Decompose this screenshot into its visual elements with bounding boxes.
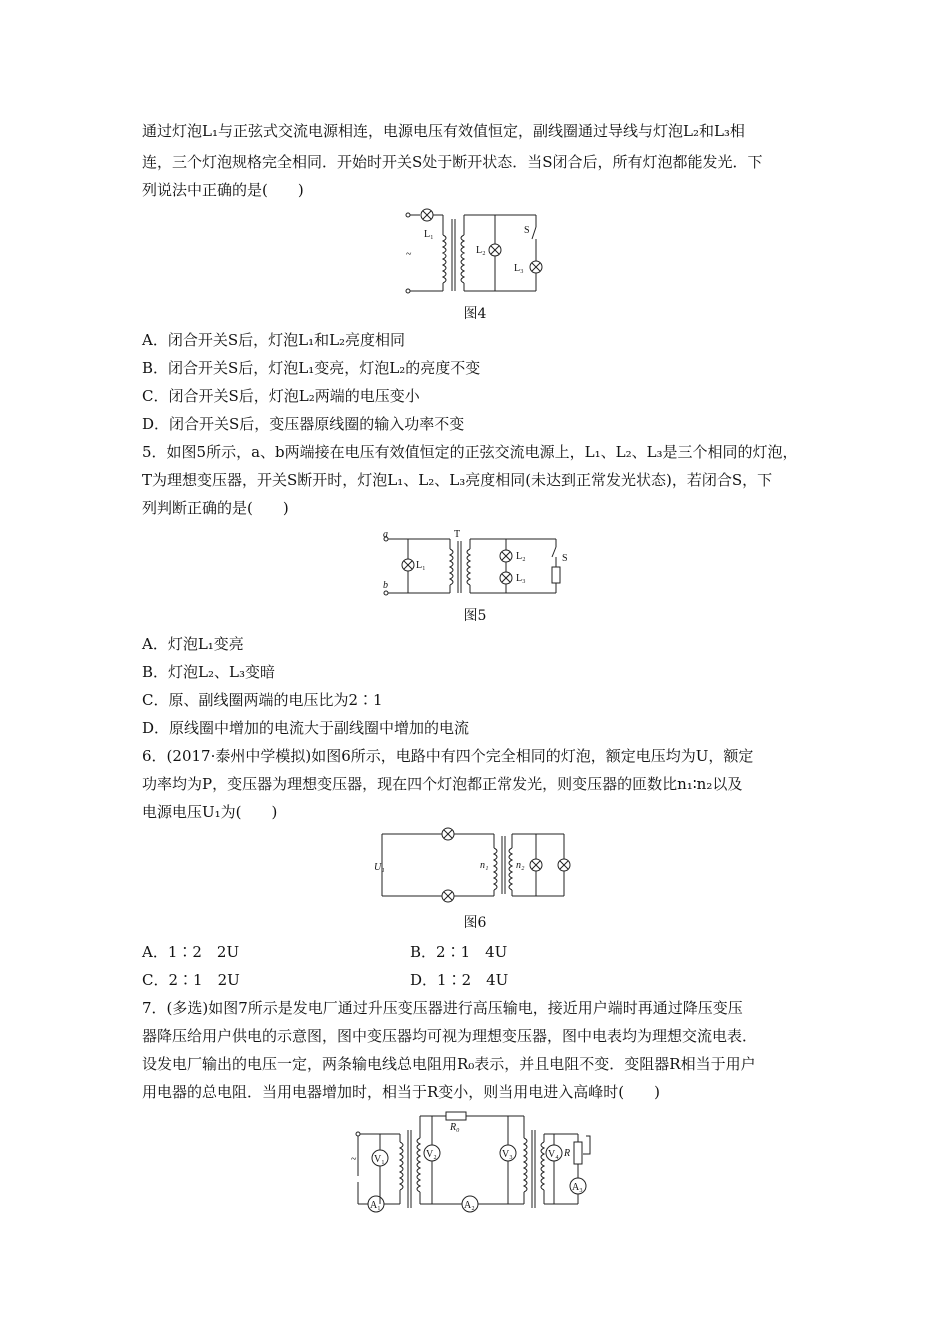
q6-option-c: C．2∶1 2U [142, 971, 240, 989]
q4-option-b: B．闭合开关S后，灯泡L₁变亮，灯泡L₂的亮度不变 [142, 359, 481, 377]
label-n1: n₁ [480, 860, 489, 871]
label-s: S [524, 225, 530, 236]
label-t: T [454, 529, 461, 540]
q4-stem-line3: 列说法中正确的是( ) [142, 181, 304, 199]
q7-stem-line4: 用电器的总电阻．当用电器增加时，相当于R变小，则当用电进入高峰时( ) [142, 1083, 661, 1101]
label-l1: L₁ [416, 560, 426, 571]
label-l2: L₂ [476, 245, 486, 256]
q5-option-a: A．灯泡L₁变亮 [142, 635, 244, 653]
secondary-coil-icon [509, 848, 512, 890]
q4-option-d: D．闭合开关S后，变压器原线圈的输入功率不变 [142, 415, 465, 433]
figure-4-caption: 图4 [463, 306, 487, 322]
q5-stem-line1: 5．如图5所示，a、b两端接在电压有效值恒定的正弦交流电源上，L₁、L₂、L₃是三个相同的灯泡， [142, 443, 798, 461]
q4-stem-line2: 连，三个灯泡规格完全相同．开始时开关S处于断开状态．当S闭合后，所有灯泡都能发光．下 [142, 153, 763, 171]
q6-stem-line2: 功率均为P，变压器为理想变压器，现在四个灯泡都正常发光，则变压器的匝数比n₁∶n₂以及 [142, 775, 743, 793]
figure-5-caption: 图5 [463, 608, 487, 624]
q7-stem-line1: 7．(多选)如图7所示是发电厂通过升压变压器进行高压输电，接近用户端时再通过降压变压 [142, 999, 743, 1017]
q7-stem-line2: 器降压给用户供电的示意图，图中变压器均可视为理想变压器，图中电表均为理想交流电表． [142, 1027, 758, 1045]
label-r: R [564, 1148, 571, 1159]
label-l3: L₃ [516, 573, 526, 584]
switch-s-icon [552, 547, 556, 557]
label-s: S [562, 553, 568, 564]
label-l2: L₂ [516, 551, 526, 562]
figure-4-circuit [400, 205, 550, 300]
terminal-top [356, 1132, 360, 1136]
secondary-coil-icon [467, 549, 470, 585]
q5-stem-line3: 列判断正确的是( ) [142, 499, 289, 517]
q6-option-d: D．1∶2 4U [410, 971, 509, 989]
step-down-secondary-coil-icon [541, 1142, 544, 1190]
figure-7-circuit [350, 1108, 610, 1218]
q7-stem-line3: 设发电厂输出的电压一定，两条输电线总电阻用R₀表示，并且电阻不变．变阻器R相当于用户 [142, 1055, 756, 1073]
label-a3: A₃ [572, 1182, 583, 1193]
terminal-b [384, 591, 388, 595]
q5-option-b: B．灯泡L₂、L₃变暗 [142, 663, 275, 681]
resistor-icon [552, 567, 560, 583]
q6-option-b: B．2∶1 4U [410, 943, 508, 961]
label-v2: V₂ [426, 1149, 437, 1160]
q5-stem-line2: T为理想变压器，开关S断开时，灯泡L₁、L₂、L₃亮度相同(未达到正常发光状态)，若闭合S，下 [142, 471, 773, 489]
q6-stem-line1: 6．(2017·泰州中学模拟)如图6所示，电路中有四个完全相同的灯泡，额定电压均为U，额定 [142, 747, 754, 765]
label-v1: V₁ [374, 1154, 385, 1165]
label-r0: R₀ [450, 1122, 460, 1133]
terminal-top [406, 213, 410, 217]
label-v4: V₄ [548, 1149, 559, 1160]
label-ac: ~ [351, 1154, 357, 1165]
label-v3: V₃ [502, 1149, 513, 1160]
q5-option-d: D．原线圈中增加的电流大于副线圈中增加的电流 [142, 719, 470, 737]
label-n2: n₂ [516, 860, 525, 871]
step-up-secondary-coil-icon [417, 1138, 420, 1192]
label-u1: U₁ [374, 862, 385, 873]
figure-5-circuit [378, 527, 578, 599]
secondary-coil-icon [461, 235, 464, 283]
q4-option-c: C．闭合开关S后，灯泡L₂两端的电压变小 [142, 387, 420, 405]
label-a2: A₂ [464, 1200, 475, 1211]
label-l1: L₁ [424, 229, 434, 240]
label-b: b [383, 580, 388, 591]
primary-coil-icon [443, 235, 446, 283]
terminal-bottom [406, 289, 410, 293]
figure-6-circuit [372, 828, 582, 906]
label-l3: L₃ [514, 263, 524, 274]
q6-stem-line3: 电源电压U₁为( ) [142, 803, 278, 821]
switch-s-icon [532, 227, 536, 239]
label-ac: ~ [406, 249, 412, 260]
resistor-r0-icon [446, 1112, 466, 1120]
figure-6-caption: 图6 [463, 915, 487, 931]
q6-option-a: A．1∶2 2U [142, 943, 240, 961]
q5-option-c: C．原、副线圈两端的电压比为2∶1 [142, 691, 383, 709]
q4-option-a: A．闭合开关S后，灯泡L₁和L₂亮度相同 [142, 331, 406, 349]
q4-stem-line1: 通过灯泡L₁与正弦式交流电源相连，电源电压有效值恒定，副线圈通过导线与灯泡L₂和L₃相 [142, 122, 745, 140]
primary-coil-icon [450, 549, 453, 585]
step-up-primary-coil-icon [400, 1142, 403, 1190]
label-a1: A₁ [370, 1200, 381, 1211]
primary-coil-icon [494, 848, 497, 890]
rheostat-r-icon [574, 1142, 582, 1164]
step-down-primary-coil-icon [524, 1138, 527, 1192]
label-a: a [383, 529, 388, 540]
